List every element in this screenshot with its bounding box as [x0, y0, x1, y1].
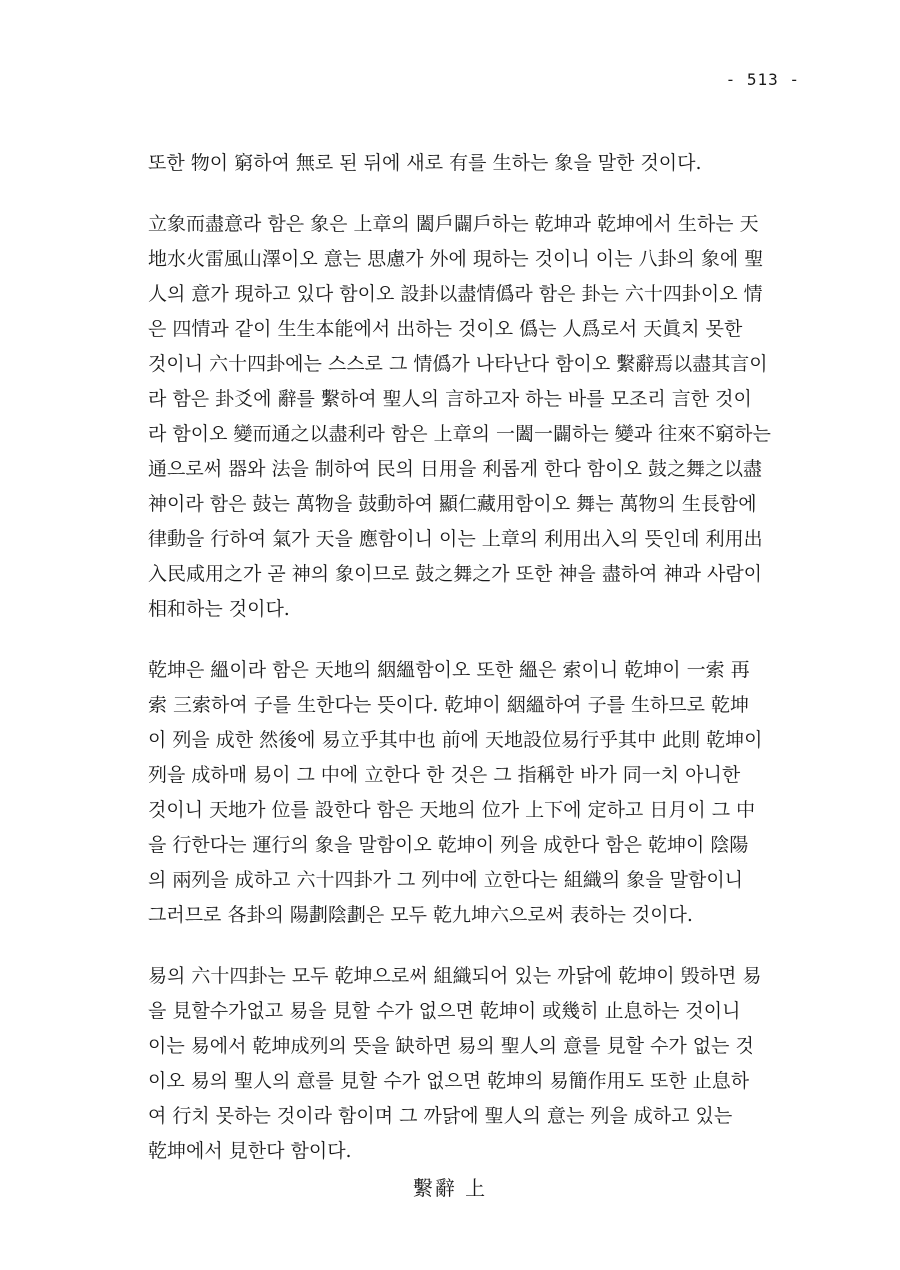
- text-line: 索 三索하여 子를 生한다는 뜻이다. 乾坤이 絪縕하여 子를 生하므로 乾坤: [148, 694, 750, 716]
- page-number: - 513 -: [725, 70, 800, 89]
- text-line: 은 四情과 같이 生生本能에서 出하는 것이오 僞는 人爲로서 天眞치 못한: [148, 318, 743, 340]
- text-line: 을 行한다는 運行의 象을 말함이오 乾坤이 列을 成한다 함은 乾坤이 陰陽: [148, 834, 749, 856]
- text-line: 이 列을 成한 然後에 易立乎其中也 前에 天地設位易行乎其中 此則 乾坤이: [148, 729, 763, 751]
- text-line: 을 見할수가없고 易을 見할 수가 없으면 乾坤이 或幾히 止息하는 것이니: [148, 1000, 741, 1022]
- chapter-title: 繫辭 上: [412, 1176, 488, 1200]
- text-line: 通으로써 器와 法을 制하여 民의 日用을 利롭게 한다 함이오 鼓之舞之以盡: [148, 458, 763, 480]
- paragraph-4: [148, 959, 808, 1169]
- text-line: 이는 易에서 乾坤成列의 뜻을 缺하면 易의 聖人의 意를 見할 수가 없는 것: [148, 1035, 754, 1057]
- text-line: 入民咸用之가 곧 神의 象이므로 鼓之舞之가 또한 神을 盡하여 神과 사람이: [148, 563, 763, 585]
- text-line: 라 함은 卦爻에 辭를 繫하여 聖人의 言하고자 하는 바를 모조리 言한 것이: [148, 388, 752, 410]
- text-line: 律動을 行하여 氣가 天을 應함이니 이는 上章의 利用出入의 뜻인데 利用出: [148, 528, 763, 550]
- text-line: 相和하는 것이다.: [148, 598, 290, 620]
- text-line: 것이니 六十四卦에는 스스로 그 情僞가 나타난다 함이오 繫辭焉以盡其言이: [148, 353, 768, 375]
- text-line: 乾坤에서 見한다 함이다.: [148, 1140, 352, 1162]
- text-line: 地水火雷風山澤이오 意는 思慮가 外에 現하는 것이니 이는 八卦의 象에 聖: [148, 248, 764, 270]
- text-line: 易의 六十四卦는 모두 乾坤으로써 組織되어 있는 까닭에 乾坤이 毁하면 易: [148, 965, 762, 987]
- text-line: 여 行치 못하는 것이라 함이며 그 까닭에 聖人의 意는 列을 成하고 있는: [148, 1105, 733, 1127]
- text-line: 立象而盡意라 함은 象은 上章의 闔戶闢戶하는 乾坤과 乾坤에서 生하는 天: [148, 213, 759, 235]
- text-line: 神이라 함은 鼓는 萬物을 鼓動하여 顯仁藏用함이오 舞는 萬物의 生長함에: [148, 493, 757, 515]
- text-line: 列을 成하매 易이 그 中에 立한다 한 것은 그 指稱한 바가 同一치 아니한: [148, 764, 741, 786]
- text-line: 의 兩列을 成하고 六十四卦가 그 列中에 立한다는 組織의 象을 말함이니: [148, 869, 744, 891]
- text-line: 乾坤은 縕이라 함은 天地의 絪縕함이오 또한 縕은 索이니 乾坤이 一索 再: [148, 659, 750, 681]
- paragraph-1: [148, 146, 808, 181]
- text-line: 人의 意가 現하고 있다 함이오 設卦以盡情僞라 함은 卦는 六十四卦이오 情: [148, 283, 763, 305]
- text-line: 또한 物이 窮하여 無로 된 뒤에 새로 有를 生하는 象을 말한 것이다.: [148, 152, 702, 174]
- body-text: [148, 146, 808, 1195]
- paragraph-2: [148, 207, 808, 627]
- text-line: 것이니 天地가 位를 設한다 함은 天地의 位가 上下에 定하고 日月이 그 中: [148, 799, 756, 821]
- text-line: 그러므로 各卦의 陽劃陰劃은 모두 乾九坤六으로써 表하는 것이다.: [148, 904, 693, 926]
- text-line: 라 함이오 變而通之以盡利라 함은 上章의 一闔一闢하는 變과 往來不窮하는: [148, 423, 771, 445]
- paragraph-3: [148, 653, 808, 933]
- text-line: 이오 易의 聖人의 意를 見할 수가 없으면 乾坤의 易簡作用도 또한 止息하: [148, 1070, 750, 1092]
